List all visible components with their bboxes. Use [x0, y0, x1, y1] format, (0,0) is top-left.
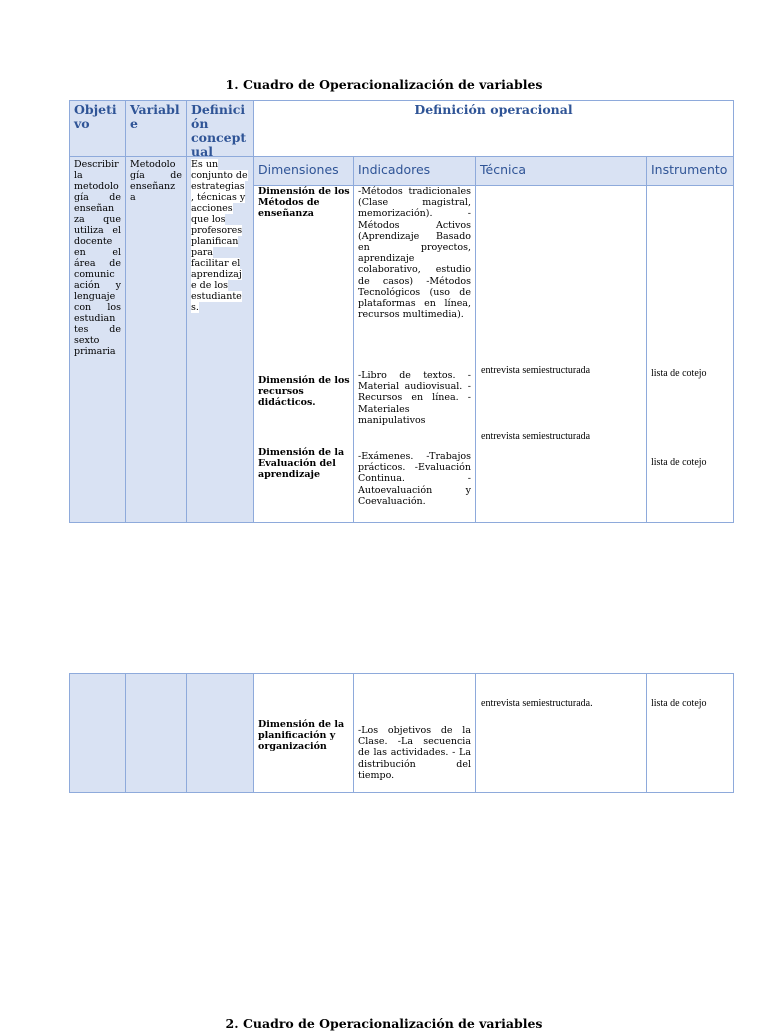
objetivo-cell-cont — [69, 673, 126, 793]
instrumento-evaluacion: lista de cotejo — [651, 457, 707, 468]
page-title: 1. Cuadro de Operacionalización de variables — [225, 77, 543, 92]
dimension-planificacion: Dimensión de la planificación y organización — [258, 719, 345, 752]
definicion-cell: Es un conjunto de estrategias , técnicas y acciones que los profesores planifican para facilitar el aprendizaj e de los estudiante s. — [186, 156, 254, 523]
header-objetivo: Objeti vo — [69, 100, 126, 157]
dimension-metodos: Dimensión de los Métodos de enseñanza — [258, 186, 350, 219]
tecnica-cell-cont — [475, 673, 647, 793]
header-definicion-operacional: Definición operacional — [253, 100, 734, 157]
instrumento-recursos: lista de cotejo — [651, 368, 707, 379]
tecnica-planificacion: entrevista semiestructurada. — [481, 698, 593, 709]
subheader-dimensiones: Dimensiones — [253, 156, 354, 186]
tecnica-cell — [475, 185, 647, 523]
subheader-instrumento: Instrumento — [646, 156, 734, 186]
definicion-cell-cont — [186, 673, 254, 793]
indicadores-metodos: -Métodos tradicionales (Clase magistral, memorización). -Métodos Activos (Aprendizaje Basado en proyectos, aprendizaje colaborativo, estudio de casos) -Métodos Tecnológicos (uso de plataformas en línea, recursos multimedia). — [358, 186, 471, 321]
indicadores-evaluacion: -Exámenes. -Trabajos prácticos. -Evaluación Continua. -Autoevaluación y Coevaluación. — [358, 451, 471, 507]
header-definicion-conceptual: Definici ón concept ual — [186, 100, 254, 157]
subheader-indicadores: Indicadores — [353, 156, 476, 186]
indicadores-planificacion: -Los objetivos de la Clase. -La secuencia de las actividades. - La distribución del tiempo. — [358, 725, 471, 781]
instrumento-planificacion: lista de cotejo — [651, 698, 707, 709]
instrumento-cell — [646, 185, 734, 523]
subheader-tecnica: Técnica — [475, 156, 647, 186]
header-variable: Variabl e — [125, 100, 187, 157]
variable-cell: Metodolo gía de enseñanz a — [125, 156, 187, 523]
instrumento-cell-cont — [646, 673, 734, 793]
dimension-evaluacion: Dimensión de la Evaluación del aprendizaje — [258, 447, 345, 480]
tecnica-evaluacion: entrevista semiestructurada — [481, 431, 591, 442]
objetivo-cell: Describir la metodolo gía de enseñan za que utiliza el docente en el área de comunic ación y lenguaje con los estudian tes de sexto primaria — [69, 156, 126, 523]
page-title-bottom: 2. Cuadro de Operacionalización de variables — [225, 1016, 543, 1031]
dimension-recursos: Dimensión de los recursos didácticos. — [258, 375, 350, 408]
tecnica-recursos: entrevista semiestructurada — [481, 365, 591, 376]
indicadores-recursos: -Libro de textos. -Material audiovisual. -Recursos en línea. -Materiales manipulativos — [358, 370, 471, 426]
variable-cell-cont — [125, 673, 187, 793]
